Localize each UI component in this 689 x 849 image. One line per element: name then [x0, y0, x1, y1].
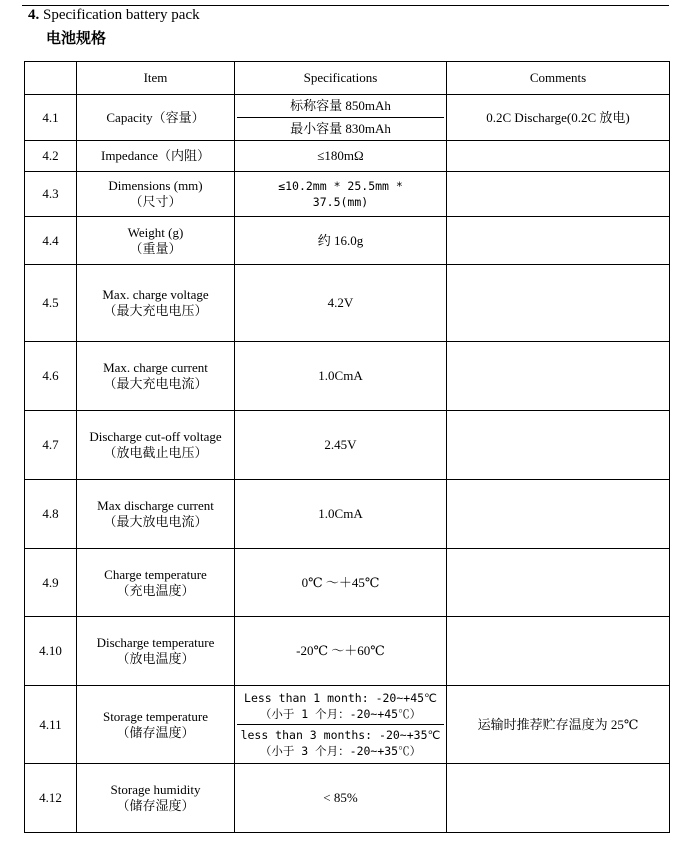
table-row: [25, 342, 670, 411]
item-name-cn: （放电截止电压）: [103, 445, 208, 460]
spec-value: -20℃ ～＋60℃: [235, 617, 447, 686]
spec-value: 1.0CmA: [235, 480, 447, 549]
spec-value: [235, 95, 447, 141]
item-name: [77, 411, 235, 480]
spec-value: [235, 686, 447, 764]
spec-value: ≤180mΩ: [235, 141, 447, 172]
row-number: 4.12: [25, 764, 77, 833]
spec-line: less than 3 months: -20~+35℃: [240, 727, 441, 742]
spec-line: （小于 3 个月：-20~+35℃）: [259, 743, 422, 758]
row-number: 4.11: [25, 686, 77, 764]
section-subtitle: 电池规格: [46, 29, 107, 47]
row-number: 4.4: [25, 217, 77, 265]
item-name-cn: （最大充电电流）: [103, 376, 208, 391]
header-no: [25, 62, 77, 95]
row-number: 4.1: [25, 95, 77, 141]
spec-value: < 85%: [235, 764, 447, 833]
spec-line: 标称容量 850mAh: [237, 95, 444, 118]
spec-line: 最小容量 830mAh: [290, 121, 391, 136]
item-name-cn: （储存温度）: [116, 724, 195, 740]
spec-line: ≤10.2mm * 25.5mm *: [278, 179, 403, 193]
item-name: [77, 217, 235, 265]
row-number: 4.7: [25, 411, 77, 480]
item-name-cn: （尺寸）: [129, 194, 182, 209]
item-name-en: Storage temperature: [102, 708, 209, 724]
item-name: [77, 480, 235, 549]
row-number: 4.9: [25, 549, 77, 617]
item-name: [77, 549, 235, 617]
table-row: [25, 549, 670, 617]
table-row: [25, 172, 670, 217]
row-number: 4.10: [25, 617, 77, 686]
spec-line: 37.5(mm): [312, 195, 369, 209]
table-row: [25, 217, 670, 265]
spec-table: [24, 61, 670, 833]
spec-line: Less than 1 month: -20~+45℃: [244, 690, 437, 705]
row-number: 4.5: [25, 265, 77, 342]
comment: 0.2C Discharge(0.2C 放电): [447, 95, 670, 141]
item-name: [77, 617, 235, 686]
table-row: [25, 411, 670, 480]
item-name-en: Max discharge current: [97, 498, 214, 513]
header-item: Item: [77, 62, 235, 95]
section-title: [28, 6, 200, 24]
header-specifications: Specifications: [235, 62, 447, 95]
item-name: [77, 342, 235, 411]
spec-block: [237, 725, 444, 762]
item-name: [77, 764, 235, 833]
spec-value: 2.45V: [235, 411, 447, 480]
item-name-cn: （充电温度）: [116, 582, 195, 598]
item-name: [77, 172, 235, 217]
comment: [447, 411, 670, 480]
comment: [447, 764, 670, 833]
comment: [447, 172, 670, 217]
table-row: [25, 480, 670, 549]
spec-value: 0℃ ～＋45℃: [235, 549, 447, 617]
item-name-cn: （重量）: [129, 240, 182, 256]
item-name-cn: （最大放电电流）: [103, 514, 208, 529]
item-name: Impedance（内阻）: [77, 141, 235, 172]
spec-value: 约 16.0g: [235, 217, 447, 265]
section-title-text: Specification battery pack: [43, 7, 200, 23]
table-row: [25, 686, 670, 764]
spec-line: （小于 1 个月：-20~+45℃）: [259, 706, 422, 721]
comment: [447, 265, 670, 342]
spec-block: [237, 688, 444, 725]
row-number: 4.3: [25, 172, 77, 217]
row-number: 4.6: [25, 342, 77, 411]
table-row: [25, 265, 670, 342]
comment: [447, 480, 670, 549]
comment: 运输时推荐贮存温度为 25℃: [447, 686, 670, 764]
item-name-en: Max. charge voltage: [102, 287, 209, 302]
item-name: [77, 265, 235, 342]
spec-value: [235, 172, 447, 217]
table-row: [25, 95, 670, 141]
row-number: 4.2: [25, 141, 77, 172]
item-name-en: Weight (g): [127, 224, 184, 240]
comment: [447, 617, 670, 686]
item-name-en: Discharge temperature: [96, 635, 215, 650]
table-row: [25, 141, 670, 172]
header-comments: Comments: [447, 62, 670, 95]
item-name-cn: （最大充电电压）: [103, 303, 208, 318]
item-name-cn: （储存湿度）: [116, 798, 195, 813]
spec-value: 1.0CmA: [235, 342, 447, 411]
table-row: [25, 764, 670, 833]
item-name: Capacity（容量）: [77, 95, 235, 141]
item-name-cn: （放电温度）: [116, 651, 195, 666]
item-name-en: Storage humidity: [110, 782, 201, 797]
row-number: 4.8: [25, 480, 77, 549]
item-name: [77, 686, 235, 764]
comment: [447, 342, 670, 411]
comment: [447, 549, 670, 617]
section-number: 4.: [28, 7, 40, 23]
header-row: [25, 62, 670, 95]
comment: [447, 217, 670, 265]
item-name-en: Max. charge current: [103, 360, 208, 375]
item-name-en: Charge temperature: [104, 566, 207, 582]
item-name-en: Dimensions (mm): [108, 178, 203, 193]
comment: [447, 141, 670, 172]
item-name-en: Discharge cut-off voltage: [89, 429, 222, 444]
table-row: [25, 617, 670, 686]
spec-value: 4.2V: [235, 265, 447, 342]
